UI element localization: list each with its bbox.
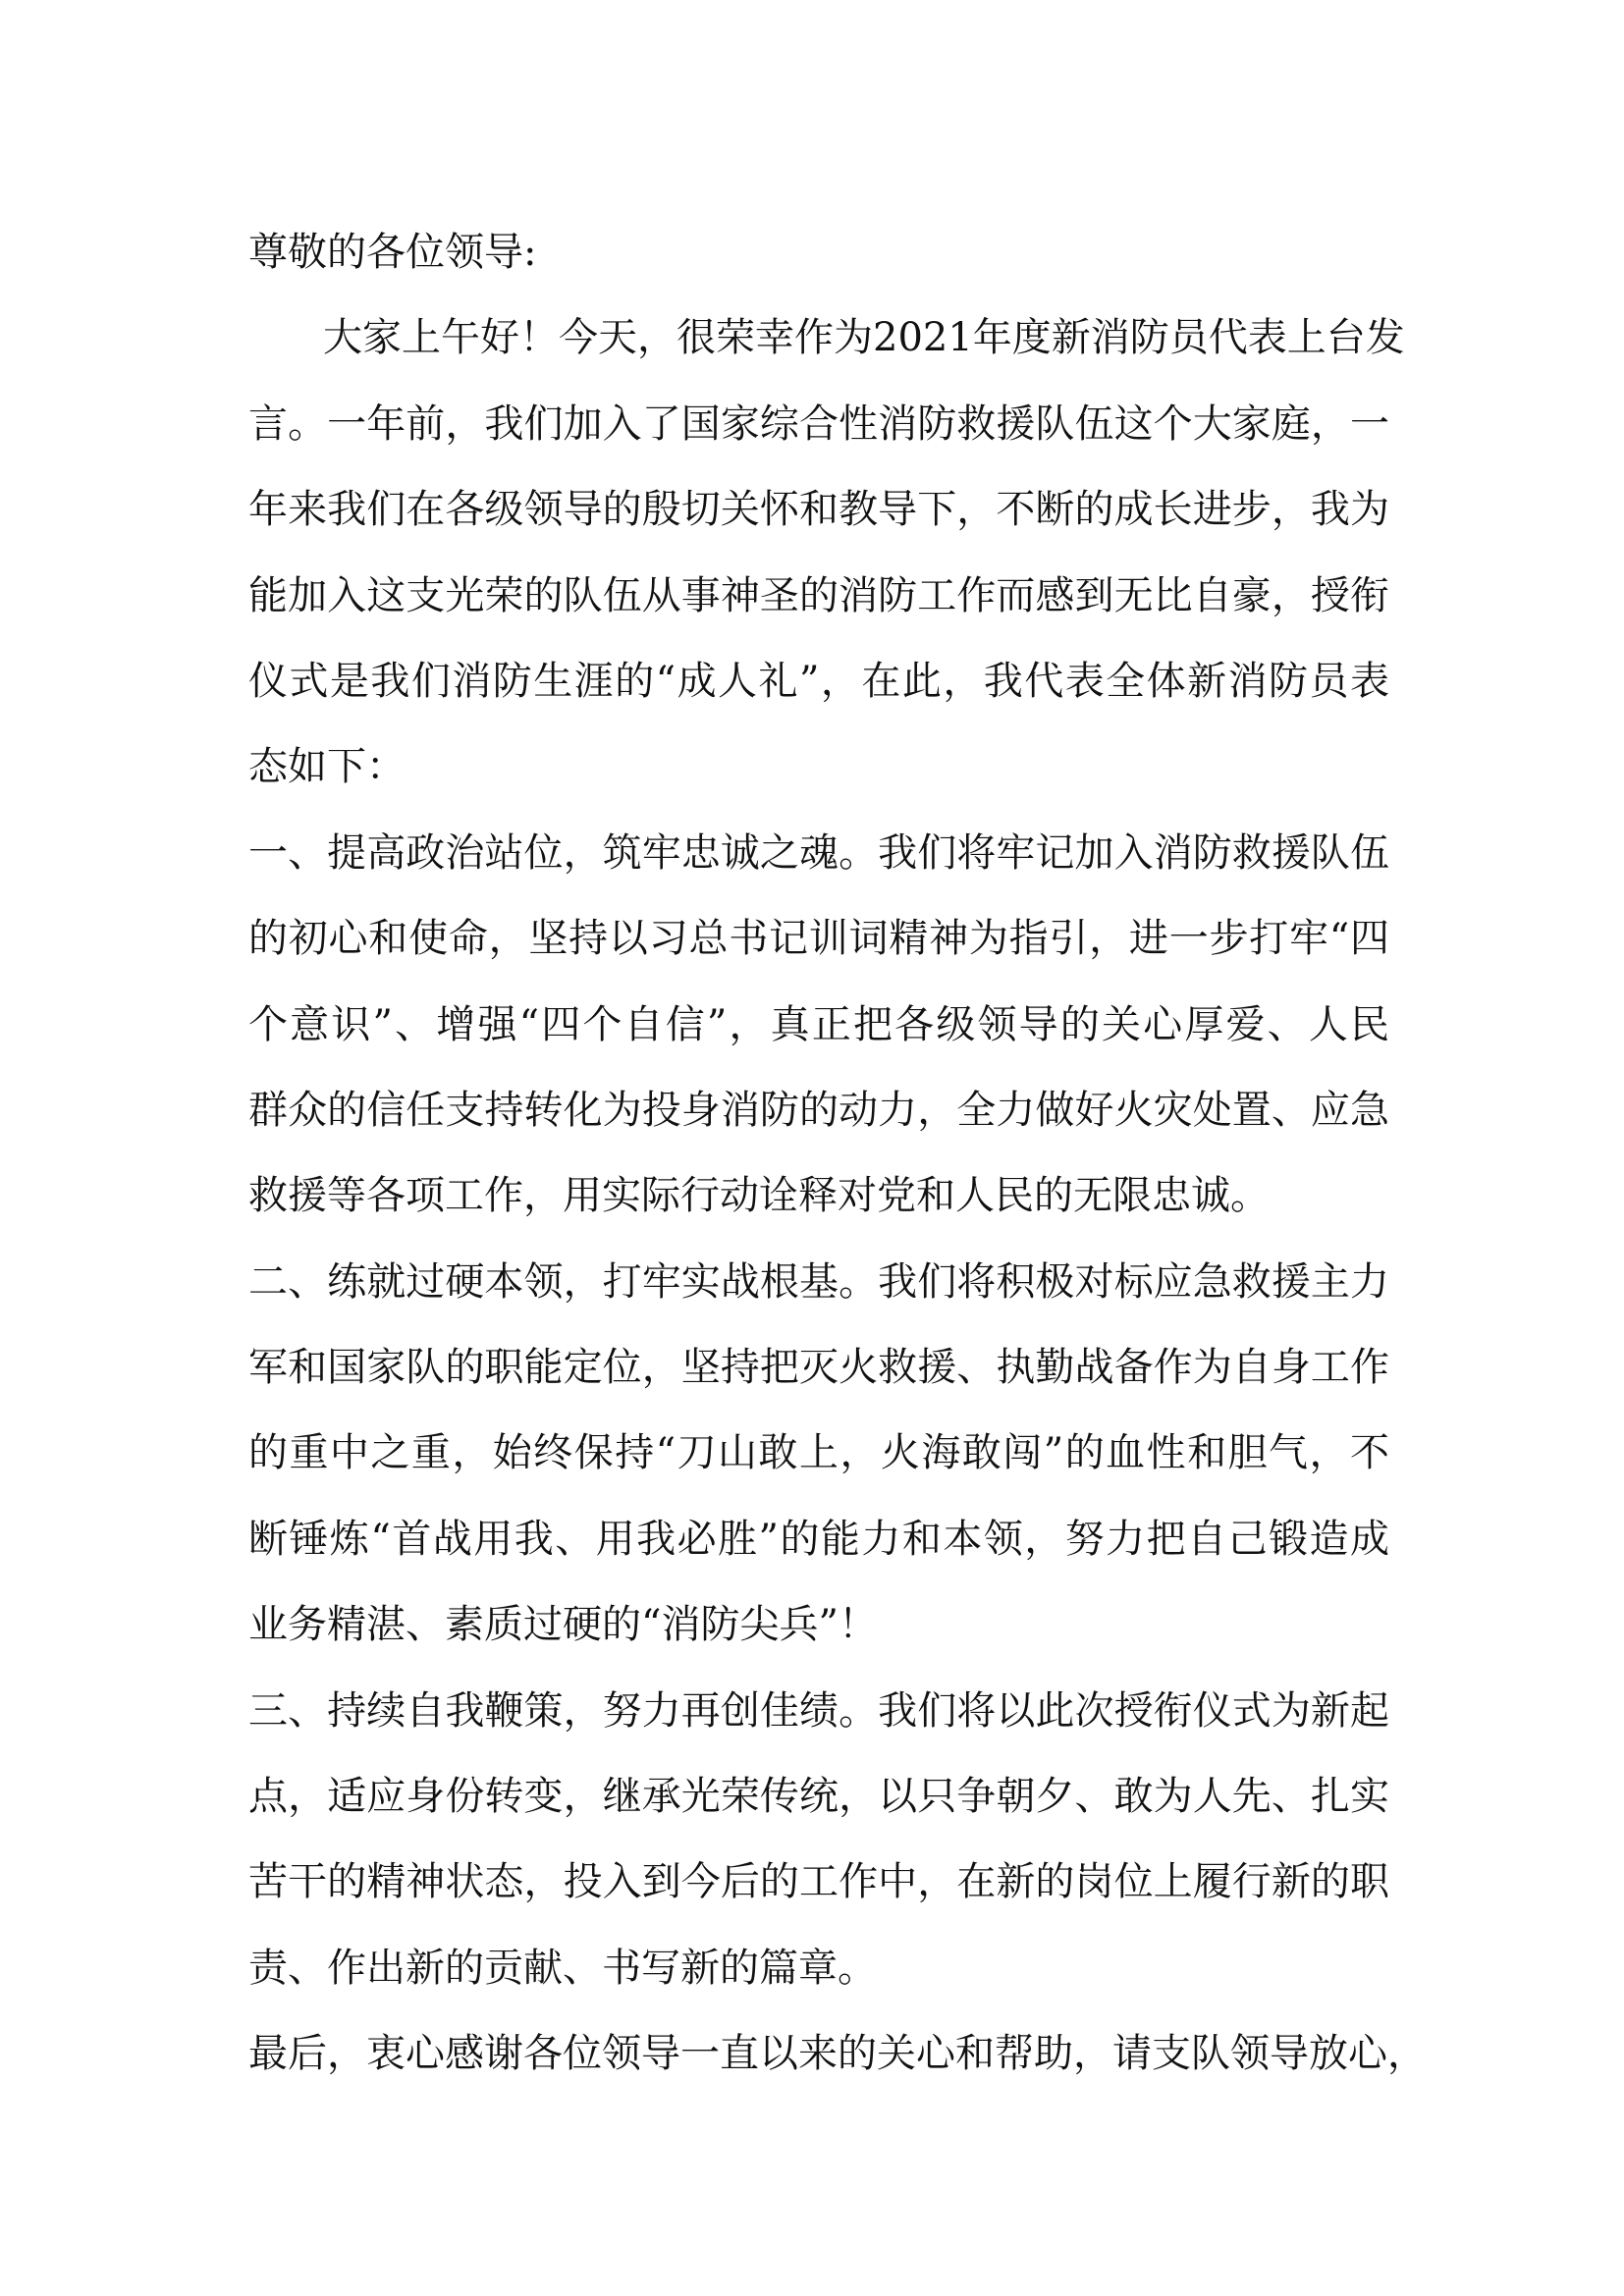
text-line: 点，适应身份转变，继承光荣传统，以只争朝夕、敢为人先、扎实	[248, 1774, 1389, 1820]
text-line: 最后，衷心感谢各位领导一直以来的关心和帮助，请支队领导放心，	[248, 2031, 1427, 2077]
text-line: 的重中之重，始终保持“刀山敢上，火海敢闯”的血性和胆气，不	[248, 1430, 1389, 1476]
text-line: 断锤炼“首战用我、用我必胜”的能力和本领，努力把自己锻造成	[248, 1516, 1389, 1562]
text-line: 三、持续自我鞭策，努力再创佳绩。我们将以此次授衔仪式为新起	[248, 1687, 1389, 1734]
text-line: 业务精湛、素质过硬的“消防尖兵”！	[248, 1602, 878, 1648]
text-line: 苦干的精神状态，投入到今后的工作中，在新的岗位上履行新的职	[248, 1859, 1389, 1905]
text-line: 救援等各项工作，用实际行动诠释对党和人民的无限忠诚。	[248, 1173, 1270, 1219]
text-line: 大家上午好！今天，很荣幸作为2021年度新消防员代表上台发	[323, 315, 1405, 361]
text-line: 仪式是我们消防生涯的“成人礼”，在此，我代表全体新消防员表	[248, 658, 1389, 704]
salutation: 尊敬的各位领导:	[248, 230, 537, 275]
text-line: 责、作出新的贡献、书写新的篇章。	[248, 1945, 877, 1991]
text-line: 一、提高政治站位，筑牢忠诚之魂。我们将牢记加入消防救援队伍	[248, 829, 1389, 876]
text-line: 态如下：	[248, 744, 406, 790]
text-line: 的初心和使命，坚持以习总书记训词精神为指引，进一步打牢“四	[248, 916, 1389, 962]
speech-text	[248, 295, 1427, 2097]
text-line: 年来我们在各级领导的殷切关怀和教导下，不断的成长进步，我为	[248, 487, 1389, 533]
document-body	[248, 210, 1427, 2098]
text-line: 军和国家队的职能定位，坚持把灭火救援、执勤战备作为自身工作	[248, 1345, 1389, 1391]
text-line: 言。一年前，我们加入了国家综合性消防救援队伍这个大家庭，一	[248, 400, 1389, 447]
text-line: 能加入这支光荣的队伍从事神圣的消防工作而感到无比自豪，授衔	[248, 572, 1389, 618]
text-line: 二、练就过硬本领，打牢实战根基。我们将积极对标应急救援主力	[248, 1258, 1389, 1305]
text-line: 个意识”、增强“四个自信”，真正把各级领导的关心厚爱、人民	[248, 1001, 1389, 1047]
text-line: 群众的信任支持转化为投身消防的动力，全力做好火灾处置、应急	[248, 1087, 1389, 1133]
